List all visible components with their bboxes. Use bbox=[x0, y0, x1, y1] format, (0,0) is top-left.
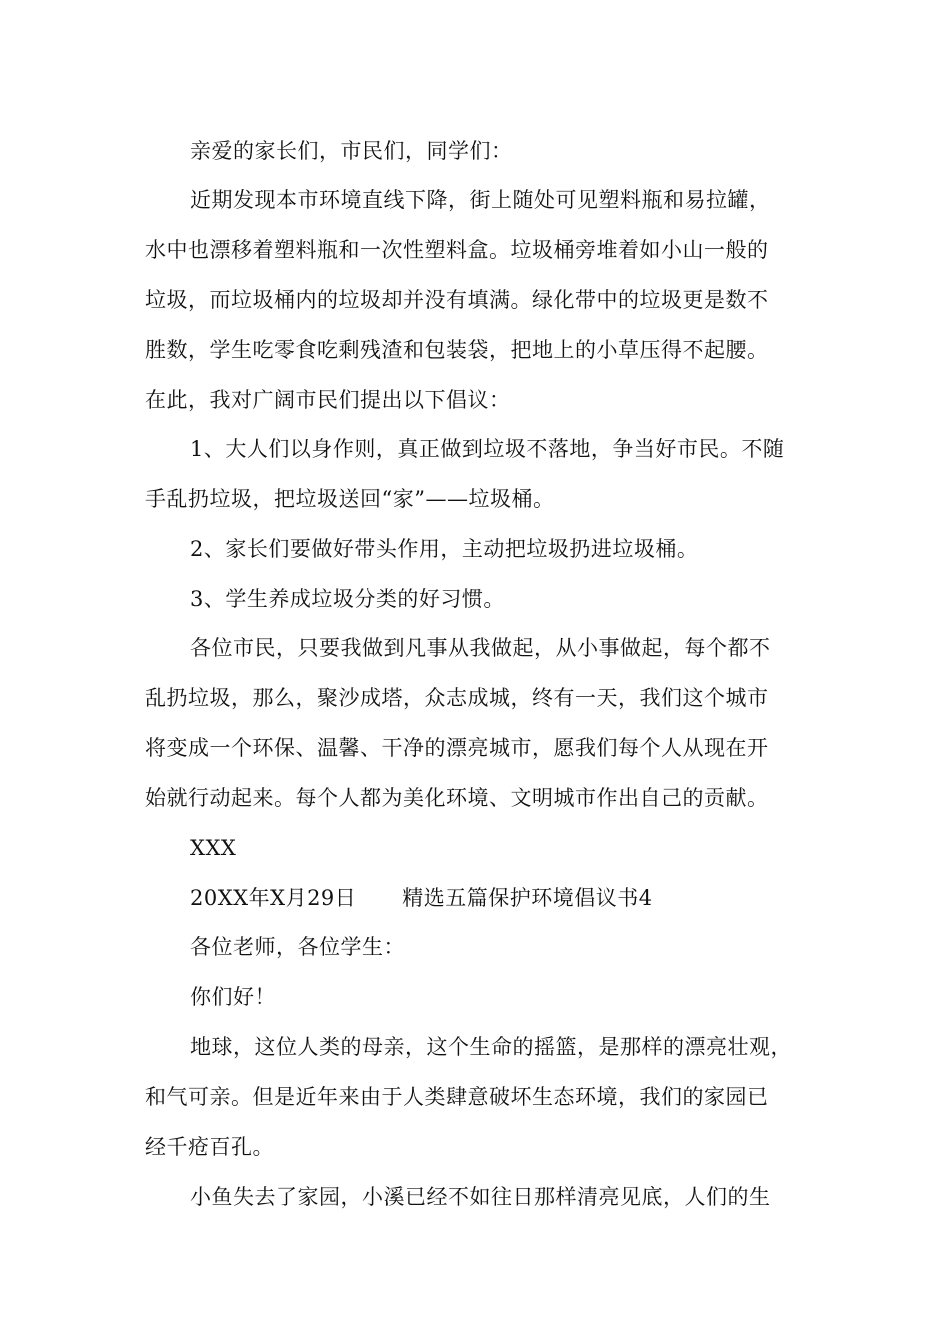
proposal-2-line: 2、家长们要做好带头作用，主动把垃圾扔进垃圾桶。 bbox=[190, 537, 699, 561]
closing-paragraph-line: 将变成一个环保、温馨、干净的漂亮城市，愿我们每个人从现在开 bbox=[145, 736, 769, 760]
proposal-1-line: 1、大人们以身作则，真正做到垃圾不落地，争当好市民。不随 bbox=[190, 437, 785, 461]
salutation-2: 各位老师，各位学生： bbox=[190, 935, 405, 959]
paragraph-line: 胜数，学生吃零食吃剩残渣和包装袋，把地上的小草压得不起腰。 bbox=[145, 338, 769, 362]
paragraph-line: 在此，我对广阔市民们提出以下倡议： bbox=[145, 388, 511, 412]
closing-paragraph-line: 乱扔垃圾，那么，聚沙成塔，众志成城，终有一天，我们这个城市 bbox=[145, 686, 769, 710]
paragraph-line: 近期发现本市环境直线下降，街上随处可见塑料瓶和易拉罐， bbox=[190, 188, 771, 212]
paragraph-line: 经千疮百孔。 bbox=[145, 1135, 274, 1159]
next-article-title: 精选五篇保护环境倡议书4 bbox=[402, 886, 653, 910]
closing-paragraph-line: 始就行动起来。每个人都为美化环境、文明城市作出自己的贡献。 bbox=[145, 786, 769, 810]
paragraph-line: 小鱼失去了家园，小溪已经不如往日那样清亮见底，人们的生 bbox=[190, 1185, 771, 1209]
paragraph-line: 水中也漂移着塑料瓶和一次性塑料盒。垃圾桶旁堆着如小山一般的 bbox=[145, 238, 769, 262]
date-text: 20XX年X月29日 bbox=[190, 886, 357, 910]
paragraph-line: 地球，这位人类的母亲，这个生命的摇篮，是那样的漂亮壮观， bbox=[190, 1035, 792, 1059]
signature: XXX bbox=[190, 836, 237, 860]
proposal-3-line: 3、学生养成垃圾分类的好习惯。 bbox=[190, 587, 505, 611]
closing-paragraph-line: 各位市民，只要我做到凡事从我做起，从小事做起，每个都不 bbox=[190, 636, 771, 660]
date-and-title-line bbox=[190, 884, 653, 912]
paragraph-line: 和气可亲。但是近年来由于人类肆意破坏生态环境，我们的家园已 bbox=[145, 1085, 769, 1109]
salutation: 亲爱的家长们，市民们，同学们： bbox=[190, 139, 513, 163]
proposal-1-line: 手乱扔垃圾，把垃圾送回“家”——垃圾桶。 bbox=[145, 487, 555, 511]
paragraph-line: 垃圾，而垃圾桶内的垃圾却并没有填满。绿化带中的垃圾更是数不 bbox=[145, 288, 769, 312]
greeting: 你们好！ bbox=[190, 985, 276, 1009]
